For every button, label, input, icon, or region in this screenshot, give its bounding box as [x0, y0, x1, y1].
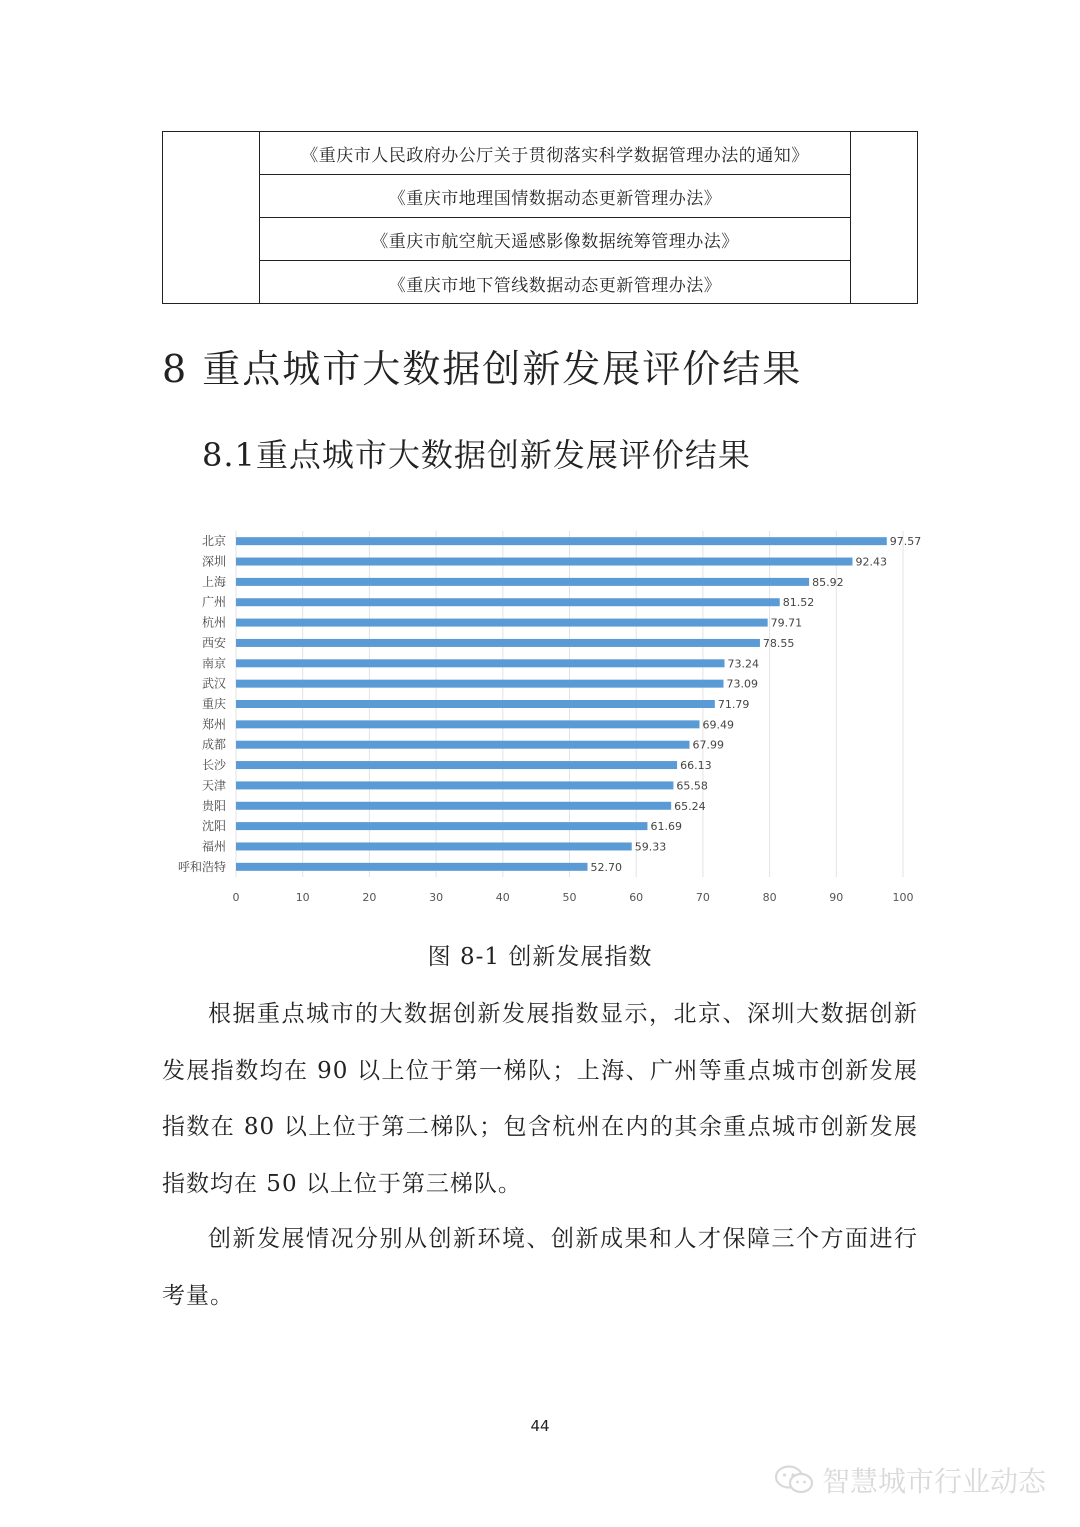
y-category-label: 重庆	[201, 697, 226, 711]
bar	[236, 761, 677, 769]
bar-value-label: 73.09	[726, 677, 759, 691]
figure-caption: 图 8-1 创新发展指数	[427, 944, 653, 970]
watermark-text: 智慧城市行业动态	[821, 1465, 1046, 1498]
bar	[236, 598, 780, 606]
x-tick-label: 70	[695, 891, 710, 904]
y-category-label: 天津	[201, 778, 226, 793]
x-tick-label: 10	[295, 891, 310, 904]
x-tick-label: 60	[629, 891, 644, 904]
x-tick-label: 30	[429, 891, 444, 904]
bar-value-label: 79.71	[770, 616, 803, 630]
y-category-label: 广州	[201, 595, 226, 610]
subsection-heading: 8.1重点城市大数据创新发展评价结果	[202, 436, 751, 474]
innovation-index-bar-chart	[160, 525, 930, 920]
policy-table	[162, 131, 918, 304]
table-left-cell	[163, 132, 260, 303]
table-row: 《重庆市人民政府办公厅关于贯彻落实科学数据管理办法的通知》	[260, 132, 850, 175]
bar	[236, 659, 725, 667]
x-tick-label: 50	[562, 891, 577, 904]
bar-value-label: 65.24	[674, 799, 706, 813]
body-paragraph: 根据重点城市的大数据创新发展指数显示，北京、深圳大数据创新发展指数均在 90 以上位于第一梯队；上海、广州等重点城市创新发展指数在 80 以上位于第二梯队；包含杭州在内的其余重点城市创新发展指数均在 50 以上位于第三梯队。	[162, 1001, 918, 1197]
bar	[236, 619, 768, 627]
bar	[236, 720, 699, 728]
bar	[236, 842, 632, 850]
y-category-label: 沈阳	[201, 819, 226, 834]
bar	[236, 537, 887, 545]
bar	[236, 741, 689, 749]
body-paragraph: 创新发展情况分别从创新环境、创新成果和人才保障三个方面进行考量。	[162, 1226, 918, 1309]
y-category-label: 福州	[201, 839, 226, 854]
x-tick-label: 100	[892, 891, 914, 904]
y-category-label: 呼和浩特	[177, 859, 226, 874]
y-category-label: 贵阳	[201, 798, 226, 813]
y-category-label: 郑州	[201, 717, 226, 732]
bar	[236, 822, 647, 830]
bar-value-label: 66.13	[680, 759, 712, 773]
wechat-icon	[774, 1464, 814, 1496]
bar	[236, 781, 673, 789]
y-category-label: 西安	[201, 635, 226, 650]
x-tick-label: 80	[762, 891, 777, 904]
table-row: 《重庆市航空航天遥感影像数据统筹管理办法》	[260, 218, 850, 261]
bar-value-label: 78.55	[762, 636, 795, 650]
y-category-label: 杭州	[201, 615, 226, 630]
bar-value-label: 85.92	[812, 575, 844, 589]
bar-value-label: 73.24	[727, 657, 760, 671]
table-right-cell	[850, 132, 917, 303]
y-category-label: 南京	[201, 656, 226, 671]
bar	[236, 700, 715, 708]
section-heading: 8 重点城市大数据创新发展评价结果	[162, 347, 803, 391]
y-category-label: 武汉	[201, 676, 226, 691]
table-rows	[260, 132, 850, 303]
bar-value-label: 97.57	[889, 535, 922, 549]
y-category-label: 上海	[201, 574, 226, 589]
table-row: 《重庆市地理国情数据动态更新管理办法》	[260, 175, 850, 218]
bar-value-label: 52.70	[590, 860, 623, 874]
bar	[236, 680, 724, 688]
bar	[236, 639, 760, 647]
x-tick-label: 20	[362, 891, 377, 904]
bar	[236, 802, 671, 810]
bar-value-label: 65.58	[676, 779, 708, 793]
page-number: 44	[530, 1417, 550, 1435]
table-row: 《重庆市地下管线数据动态更新管理办法》	[388, 275, 722, 296]
bar-value-label: 92.43	[855, 555, 888, 569]
bar	[236, 863, 588, 871]
bar-value-label: 69.49	[702, 718, 734, 732]
bar-value-label: 61.69	[650, 820, 682, 834]
y-category-label: 长沙	[201, 758, 226, 773]
bar	[236, 578, 809, 586]
y-category-label: 北京	[201, 534, 226, 549]
bar	[236, 558, 853, 566]
y-category-label: 成都	[201, 737, 226, 752]
bar-value-label: 67.99	[692, 738, 724, 752]
bar-value-label: 71.79	[717, 698, 750, 711]
x-tick-label: 0	[232, 891, 240, 904]
bar-value-label: 59.33	[634, 840, 667, 854]
watermark	[774, 1460, 1046, 1500]
x-tick-label: 40	[495, 891, 510, 904]
y-category-label: 深圳	[201, 554, 226, 569]
bar-value-label: 81.52	[782, 596, 815, 610]
x-tick-label: 90	[829, 891, 844, 904]
